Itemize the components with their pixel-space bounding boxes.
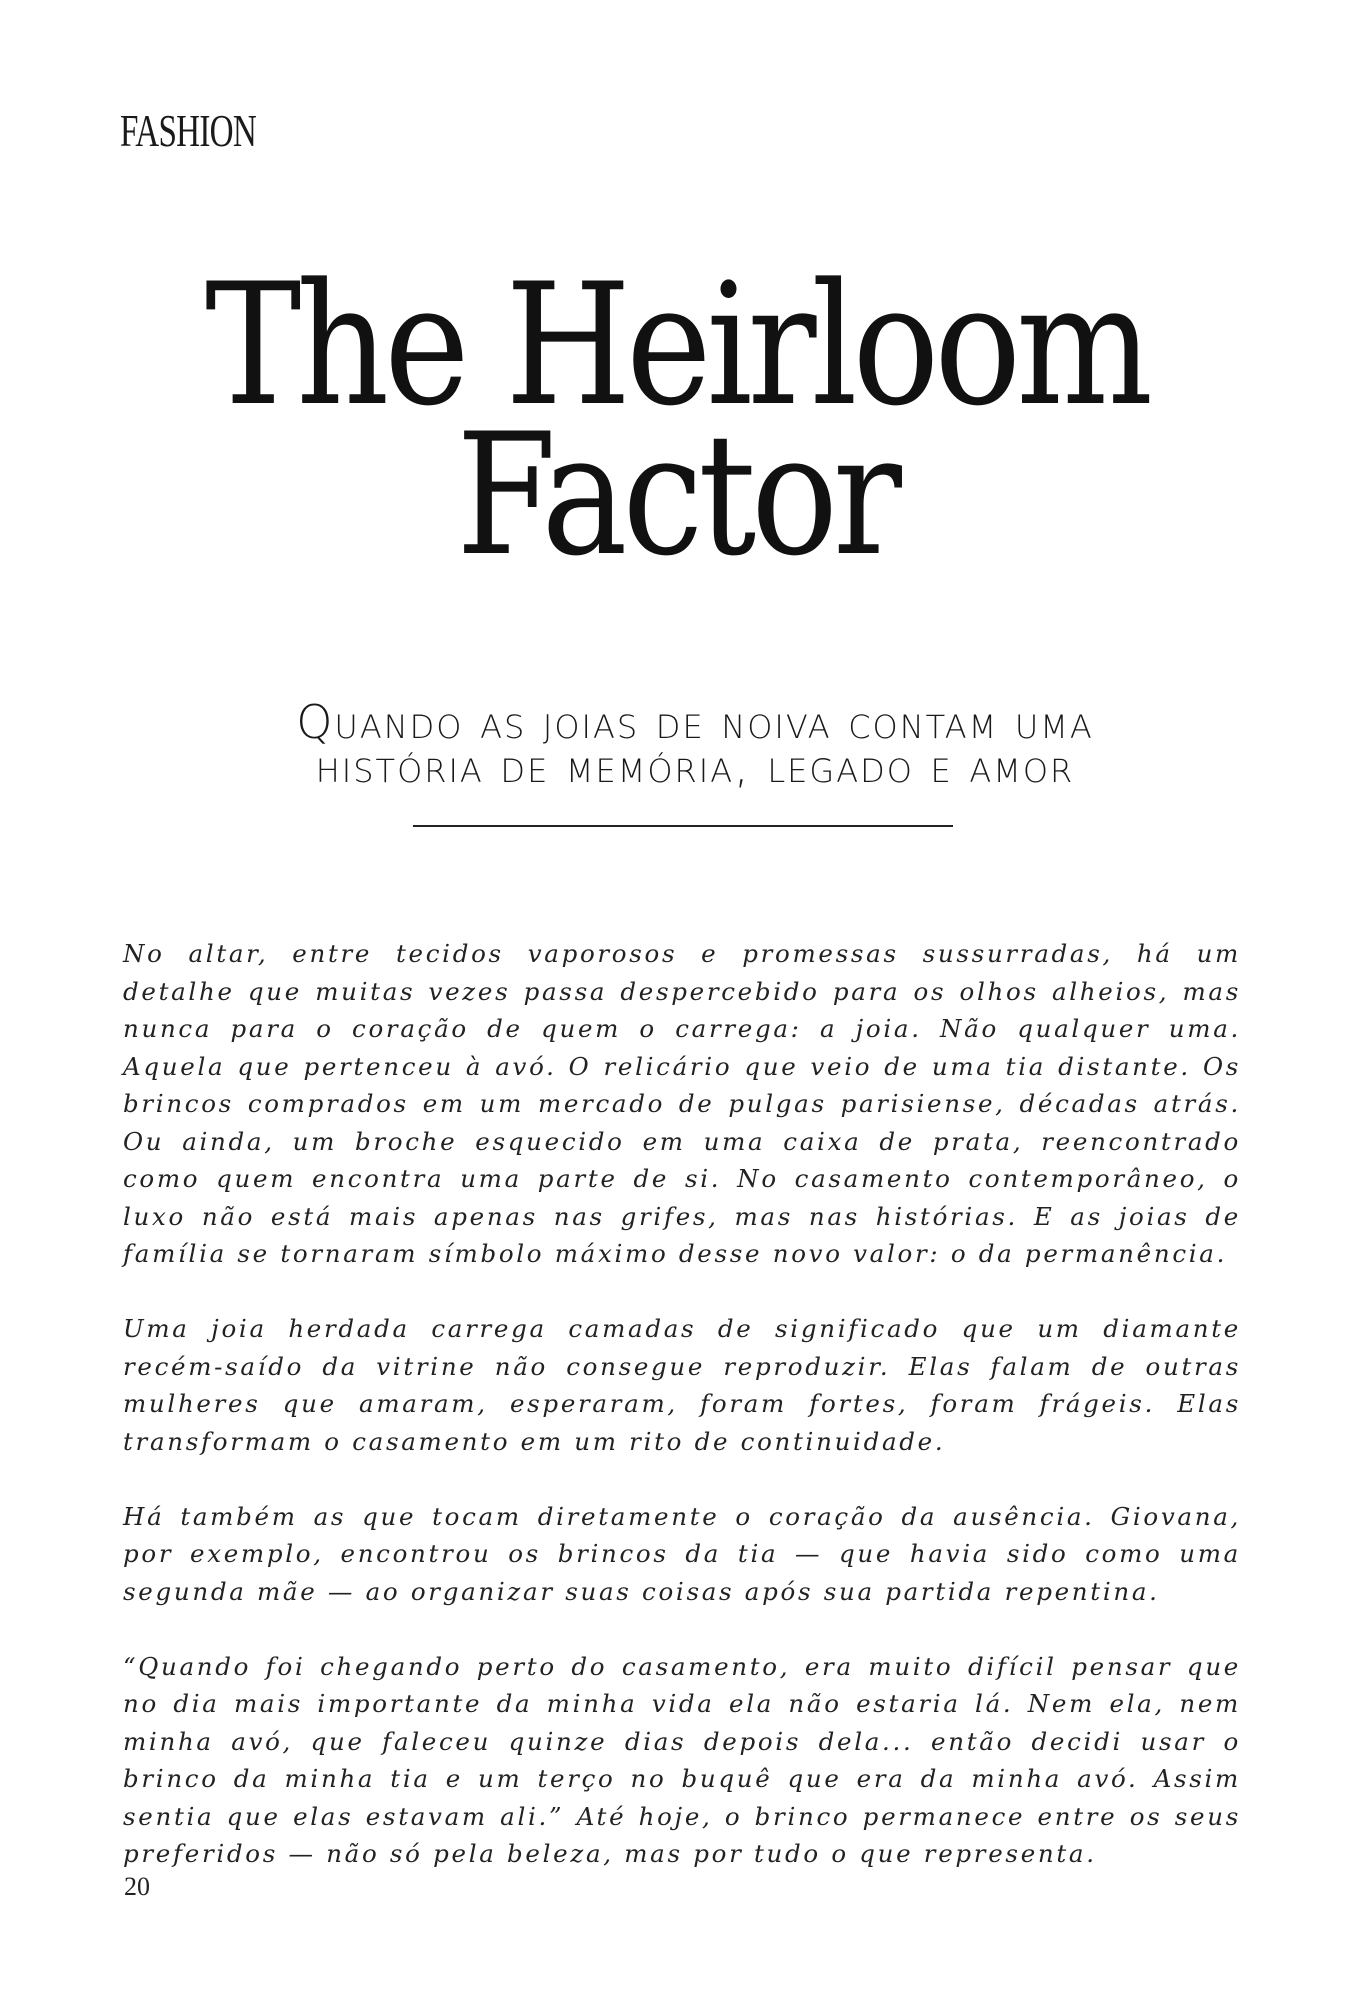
body-paragraph: Uma joia herdada carrega camadas de significado que um diamante recém-saído da vitrine não consegue reproduzir. Elas falam de outras mulheres que amaram, esperaram, foram fortes, foram frágeis. Elas transformam o casamento em um rito de continuidade. <box>123 1314 1241 1456</box>
article-title <box>0 247 1353 593</box>
title-line-1: The Heirloom <box>205 247 1148 443</box>
subtitle-line-2: história de memória, legado e amor <box>315 739 1075 793</box>
body-paragraph: “Quando foi chegando perto do casamento, era muito difícil pensar que no dia mais importante da minha vida ela não estaria lá. Nem ela, nem minha avó, que faleceu quinze dias depois dela... então decidi usar o brinco da minha tia e um terço no buquê que era da minha avó. Assim sentia que elas estavam ali.” Até hoje, o brinco permanece entre os seus preferidos — não só pela beleza, mas por tudo o que representa. <box>123 1651 1241 1868</box>
subtitle-line-1: Quando as joias de noiva contam uma <box>296 695 1094 749</box>
body-paragraph: Há também as que tocam diretamente o coração da ausência. Giovana, por exemplo, encontrou os brincos da tia — que havia sido como uma segunda mãe — ao organizar suas coisas após sua partida repentina. <box>123 1501 1241 1606</box>
title-divider <box>413 825 953 827</box>
body-paragraph: No altar, entre tecidos vaporosos e promessas sussurradas, há um detalhe que muitas vezes passa despercebido para os olhos alheios, mas nunca para o coração de quem o carrega: a joia. Não qualquer uma. Aquela que pertenceu à avó. O relicário que veio de uma tia distante. Os brincos comprados em um mercado de pulgas parisiense, décadas atrás. Ou ainda, um broche esquecido em uma caixa de prata, reencontrado como quem encontra uma parte de si. No casamento contemporâneo, o luxo não está mais apenas nas grifes, mas nas histórias. E as joias de família se tornaram símbolo máximo desse novo valor: o da permanência. <box>123 939 1241 1268</box>
article-body <box>123 935 1241 1910</box>
page-number: 20 <box>124 1872 150 1901</box>
article-subtitle <box>140 695 1250 793</box>
section-label: FASHION <box>120 105 257 156</box>
title-line-2: Factor <box>456 397 897 593</box>
